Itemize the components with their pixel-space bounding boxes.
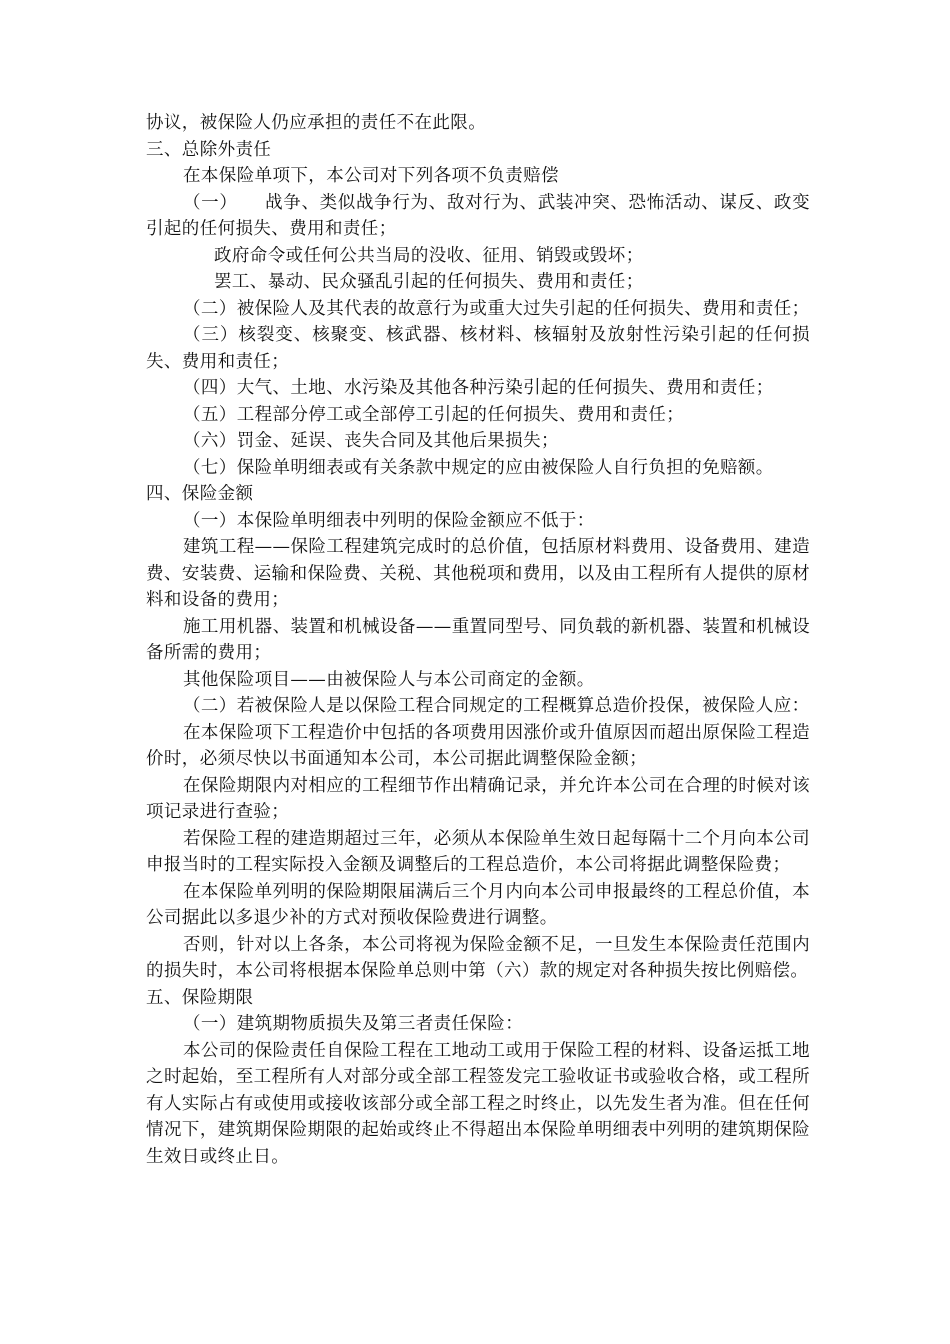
paragraph: 否则，针对以上各条，本公司将视为保险金额不足，一旦发生本保险责任范围内的损失时，本公司将根据本保险单总则中第（六）款的规定对各种损失按比例赔偿。 xyxy=(146,934,810,981)
paragraph: 若保险工程的建造期超过三年，必须从本保险单生效日起每隔十二个月向本公司申报当时的工程实际投入金额及调整后的工程总造价，本公司将据此调整保险费； xyxy=(146,828,810,875)
paragraph: 建筑工程——保险工程建筑完成时的总价值，包括原材料费用、设备费用、建造费、安装费、运输和保险费、关税、其他税项和费用，以及由工程所有人提供的原材料和设备的费用； xyxy=(146,537,810,610)
section-heading: 三、总除外责任 xyxy=(146,139,272,160)
clause-item: （一）建筑期物质损失及第三者责任保险： xyxy=(183,1014,524,1034)
clause-item: （六）罚金、延误、丧失合同及其他后果损失； xyxy=(183,431,559,451)
clause-item: （三）核裂变、核聚变、核武器、核材料、核辐射及放射性污染引起的任何损失、费用和责任； xyxy=(146,325,810,372)
clause-item: （七）保险单明细表或有关条款中规定的应由被保险人自行负担的免赔额。 xyxy=(183,457,774,478)
paragraph: 在本保险项下工程造价中包括的各项费用因涨价或升值原因而超出原保险工程造价时，必须尽快以书面通知本公司，本公司据此调整保险金额； xyxy=(146,722,810,769)
clause-item: （五）工程部分停工或全部停工引起的任何损失、费用和责任； xyxy=(183,404,685,425)
document-page xyxy=(146,110,810,1170)
clause-item: （四）大气、土地、水污染及其他各种污染引起的任何损失、费用和责任； xyxy=(183,378,774,398)
paragraph: 施工用机器、装置和机械设备——重置同型号、同负载的新机器、装置和机械设备所需的费用； xyxy=(146,616,810,663)
paragraph: 在本保险单项下，本公司对下列各项不负责赔偿 xyxy=(183,166,559,186)
paragraph: 在保险期限内对相应的工程细节作出精确记录，并允许本公司在合理的时候对该项记录进行查验； xyxy=(146,775,810,822)
paragraph: 在本保险单列明的保险期限届满后三个月内向本公司申报最终的工程总价值，本公司据此以多退少补的方式对预收保险费进行调整。 xyxy=(146,881,810,928)
clause-item: （一） 战争、类似战争行为、敌对行为、武装冲突、恐怖活动、谋反、政变引起的任何损失、费用和责任； xyxy=(146,192,810,239)
clause-item: （二）被保险人及其代表的故意行为或重大过失引起的任何损失、费用和责任； xyxy=(183,298,810,319)
section-heading: 五、保险期限 xyxy=(146,987,254,1008)
sub-item: 政府命令或任何公共当局的没收、征用、销毁或毁坏； xyxy=(214,245,644,266)
section-heading: 四、保险金额 xyxy=(146,484,254,504)
paragraph: 其他保险项目——由被保险人与本公司商定的金额。 xyxy=(183,669,595,690)
paragraph: 本公司的保险责任自保险工程在工地动工或用于保险工程的材料、设备运抵工地之时起始，至工程所有人对部分或全部工程签发完工验收证书或验收合格，或工程所有人实际占有或使用或接收该部分或全部工程之时终止，以先发生者为准。但在任何情况下，建筑期保险期限的起始或终止不得超出本保险单明细表中列明的建筑期保险生效日或终止日。 xyxy=(146,1040,810,1167)
paragraph: 协议，被保险人仍应承担的责任不在此限。 xyxy=(146,113,487,133)
sub-item: 罢工、暴动、民众骚乱引起的任何损失、费用和责任； xyxy=(214,272,644,292)
clause-item: （二）若被保险人是以保险工程合同规定的工程概算总造价投保，被保险人应： xyxy=(183,696,810,716)
clause-item: （一）本保险单明细表中列明的保险金额应不低于： xyxy=(183,510,595,531)
